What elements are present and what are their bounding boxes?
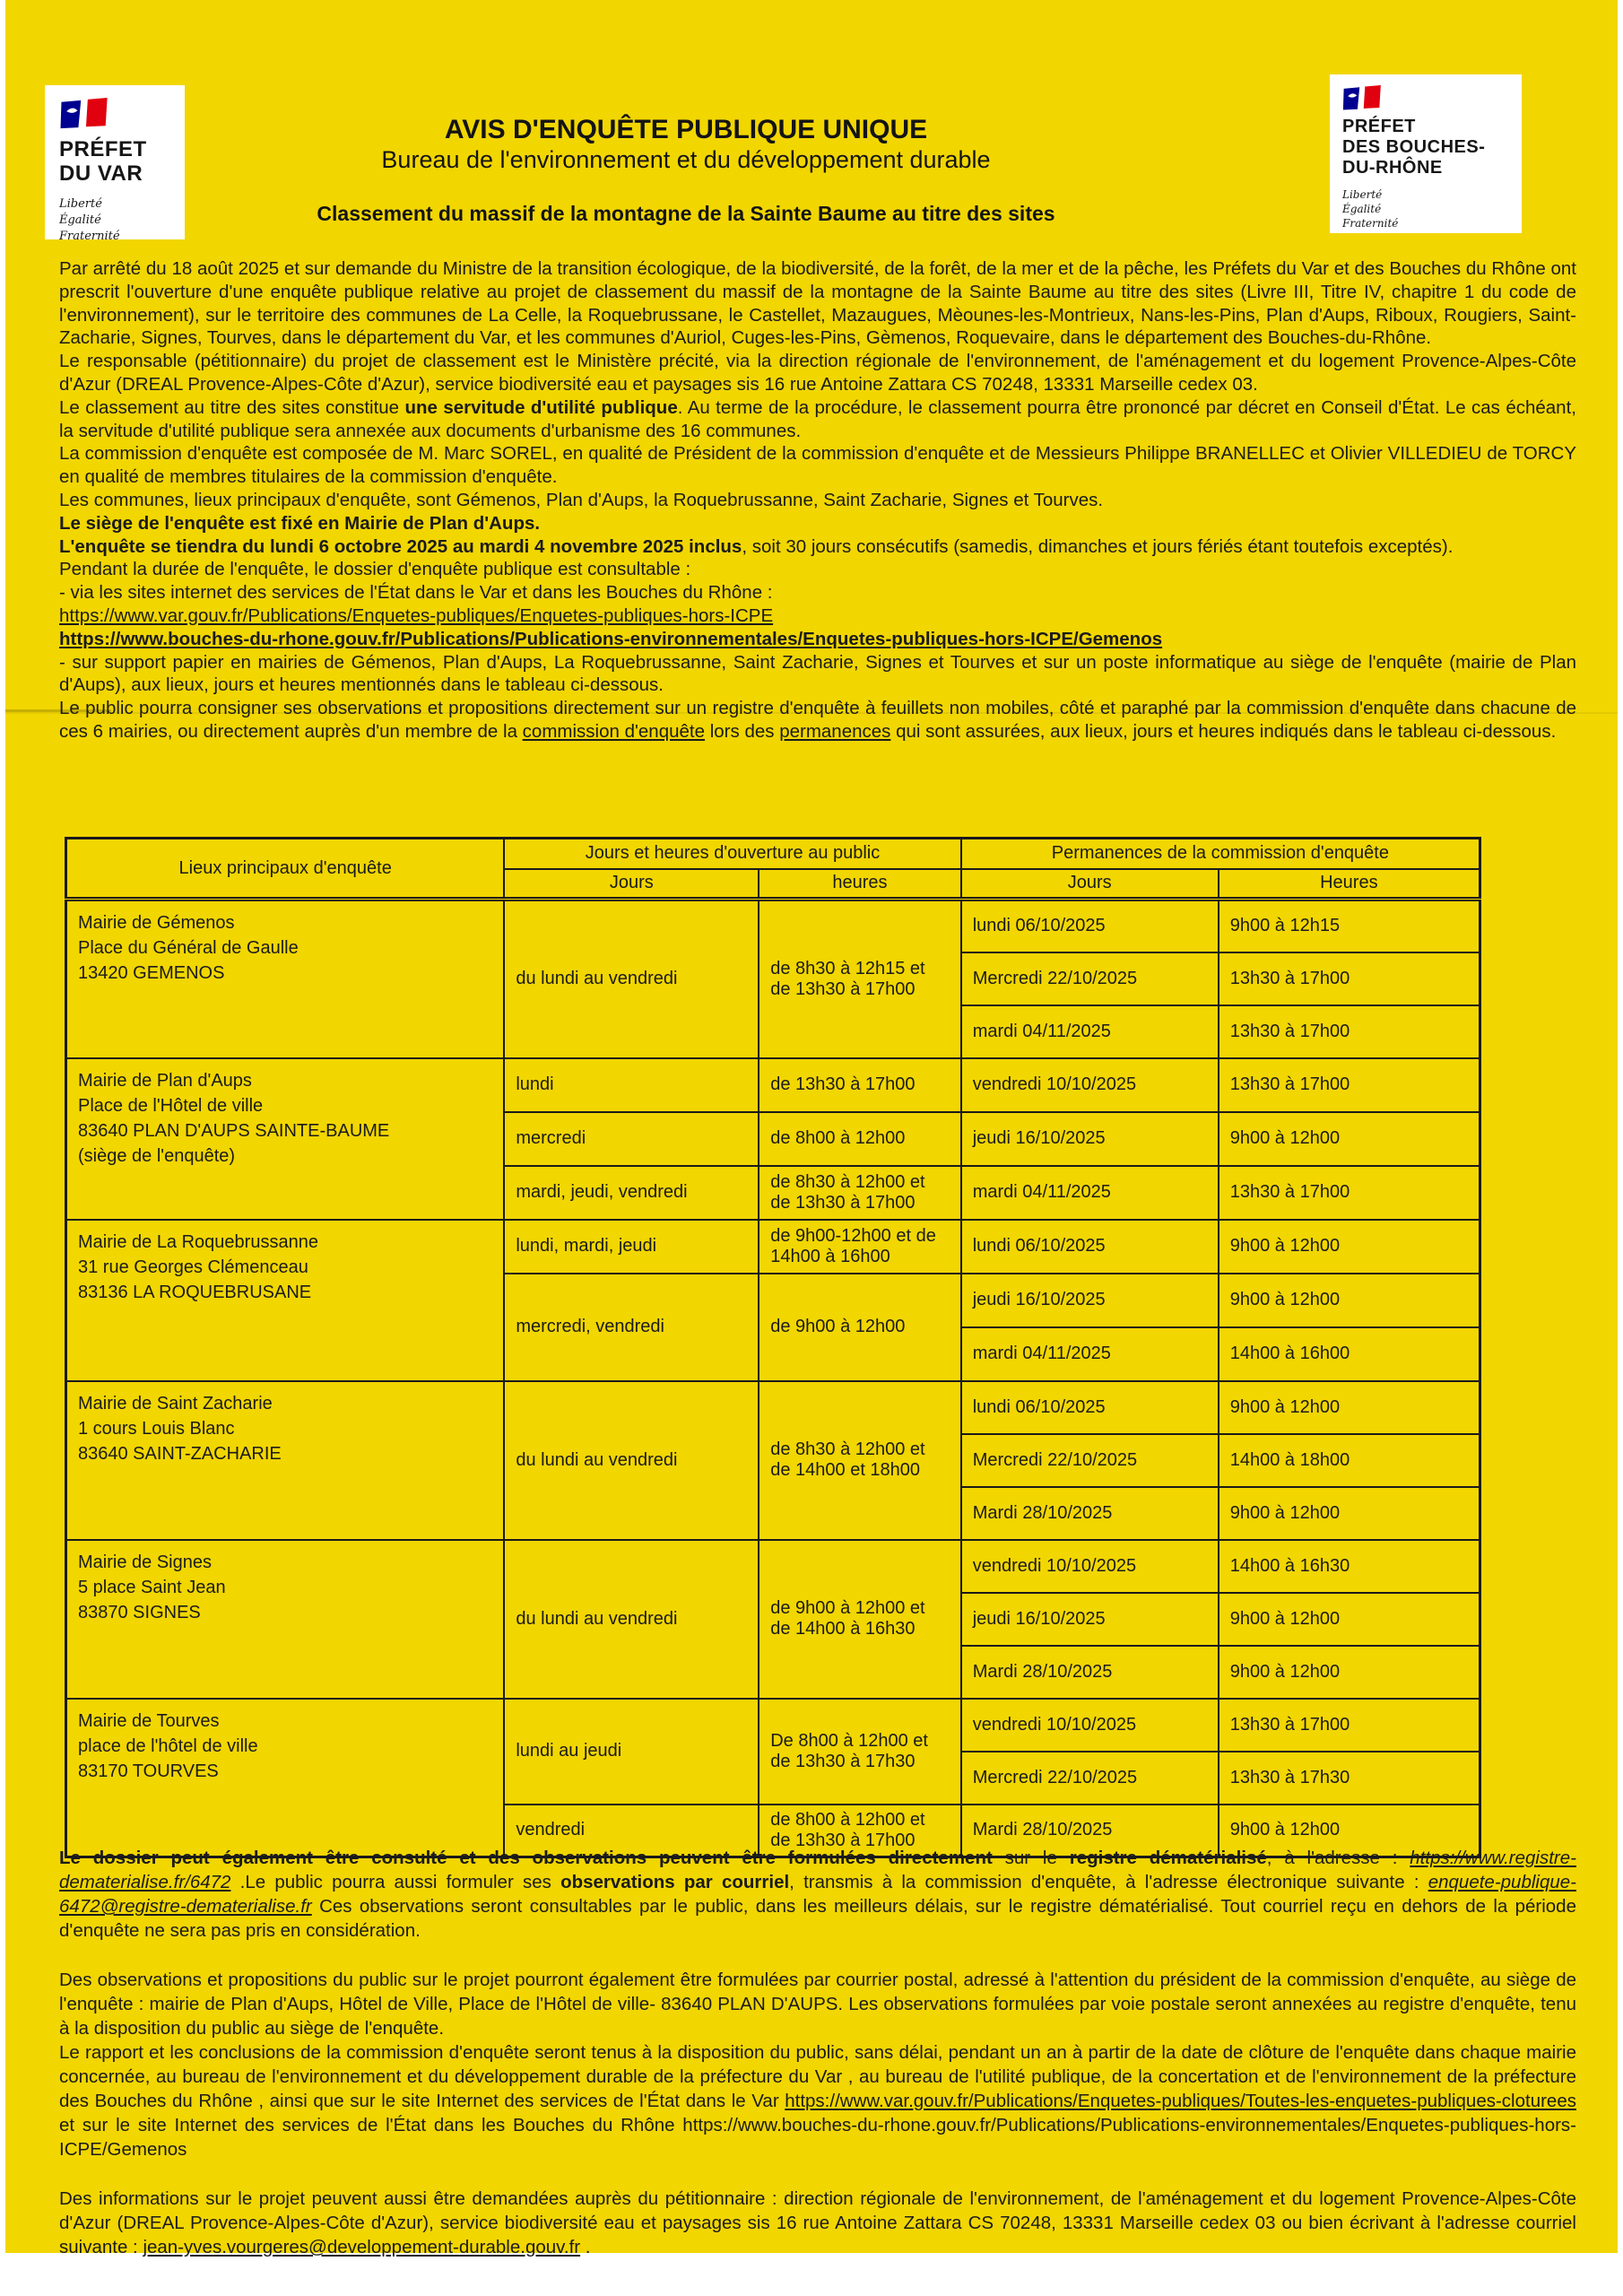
text-segment: Pendant la durée de l'enquête, le dossier d'enquête publique est consultable :	[59, 559, 691, 580]
permanence-day: Mercredi 22/10/2025	[961, 1434, 1219, 1487]
intro-paragraph	[59, 697, 1576, 744]
text-segment: , à l'adresse :	[1266, 1848, 1410, 1868]
motto-line: Liberté	[59, 197, 102, 211]
text-segment: une servitude d'utilité publique	[404, 396, 678, 418]
permanence-hours: 13h30 à 17h30	[1219, 1752, 1480, 1805]
text-segment: , soit 30 jours consécutifs (samedis, dimanches et jours fériés étant toutefois exceptés).	[742, 535, 1454, 557]
permanence-hours: 9h00 à 12h00	[1219, 1646, 1480, 1699]
opening-hours-cell: de 9h00 à 12h00 et de 14h00 à 16h30	[759, 1540, 961, 1699]
text-segment: Des informations sur le projet peuvent aussi être demandées auprès du pétitionnaire : direction régionale de l'environnement, de l'aménagement et du logement Provence-Alpes-Côte d'Azur (DREAL Provence-Alpes-Côte d'Azur), service biodiversité eau et paysages sis 16 rue Antoine Zattara CS 70248, 13331 Marseille cedex 03 ou bien écrivant à l'adresse courriel suivante :	[59, 2188, 1576, 2257]
text-segment: Le public pourra consigner ses observations et propositions directement sur un registre d'enquête à feuillets non mobiles, côté et paraphé par la commission d'enquête dans chacune de ces 6 mairies, ou directement auprès d'un membre de la	[59, 698, 1576, 742]
text-segment: - sur support papier en mairies de Gémenos, Plan d'Aups, La Roquebrussanne, Saint Zacharie, Signes et Tourves et sur un poste informatique au siège de l'enquête (mairie de Plan d'Aups), aux lieux, jours et heures mentionnés dans le tableau ci-dessous.	[59, 651, 1576, 696]
col-header-ouverture: Jours et heures d'ouverture au public	[504, 839, 960, 869]
location-line: Mairie de Tourves	[78, 1710, 220, 1731]
table-row	[66, 1540, 1480, 1593]
text-segment: sur le	[992, 1848, 1070, 1868]
intro-paragraph	[59, 442, 1576, 489]
location-cell	[66, 1699, 505, 1857]
permanence-hours: 9h00 à 12h00	[1219, 1593, 1480, 1646]
subheader-jours: Jours	[504, 869, 759, 900]
table-row	[66, 900, 1480, 952]
logo-prefet-des-bouches-du-rhone	[1330, 74, 1522, 233]
location-line: 83640 PLAN D'AUPS SAINTE-BAUME	[78, 1120, 390, 1141]
permanence-hours: 9h00 à 12h00	[1219, 1220, 1480, 1274]
logo-name-line: DES BOUCHES-	[1342, 137, 1486, 157]
text-segment: permanences	[779, 720, 891, 742]
permanence-hours: 9h00 à 12h15	[1219, 900, 1480, 952]
text-segment: lors des	[705, 720, 780, 742]
footer-paragraph	[59, 1846, 1576, 1943]
notice-subtitle: Bureau de l'environnement et du développement durable	[381, 146, 991, 173]
text-segment: . Au terme de la procédure, le classement pourra être prononcé par décret en Conseil d'État. Le cas échéant, la servitude d'utilité publique sera annexée aux documents d'urbanisme des 16 communes.	[59, 396, 1576, 441]
permanence-hours: 13h30 à 17h00	[1219, 952, 1480, 1005]
text-segment: registre dématérialisé	[1069, 1848, 1267, 1868]
text-segment: Le dossier peut également être consulté et des observations peuvent être formulées directement	[59, 1848, 993, 1868]
location-line: 13420 GEMENOS	[78, 963, 225, 983]
location-cell	[66, 1381, 505, 1540]
permanence-day: mardi 04/11/2025	[961, 1166, 1219, 1220]
notice-header	[242, 115, 1130, 226]
notice-title: AVIS D'ENQUÊTE PUBLIQUE UNIQUE	[444, 115, 928, 144]
notice-subject: Classement du massif de la montagne de la Sainte Baume au titre des sites	[317, 202, 1055, 225]
permanence-hours: 14h00 à 16h00	[1219, 1327, 1480, 1381]
motto-line: Fraternité	[1342, 217, 1399, 230]
subheader-perm-heures: Heures	[1219, 869, 1480, 900]
opening-hours-cell: de 9h00 à 12h00	[759, 1274, 961, 1381]
text-segment: Le responsable (pétitionnaire) du projet de classement est le Ministère précité, via la direction régionale de l'environnement, de l'aménagement et du logement Provence-Alpes-Côte d'Azur (DREAL Provence-Alpes-Côte d'Azur), service biodiversité eau et paysages sis 16 rue Antoine Zattara CS 70248, 13331 Marseille cedex 03.	[59, 351, 1576, 395]
permanence-day: Mardi 28/10/2025	[961, 1805, 1219, 1857]
enquiry-schedule-table	[65, 837, 1481, 1858]
location-line: Place du Général de Gaulle	[78, 938, 299, 958]
opening-hours-cell: de 8h30 à 12h00 et de 14h00 et 18h00	[759, 1381, 961, 1540]
hyperlink[interactable]: enquete-publique-6472@registre-dematerialise.fr	[59, 1872, 1576, 1917]
opening-days-cell: du lundi au vendredi	[504, 900, 759, 1058]
text-segment: Le siège de l'enquête est fixé en Mairie de Plan d'Aups.	[59, 512, 541, 534]
permanence-day: lundi 06/10/2025	[961, 1220, 1219, 1274]
text-segment: commission d'enquête	[522, 720, 706, 742]
col-header-permanences: Permanences de la commission d'enquête	[961, 839, 1480, 869]
permanence-day: jeudi 16/10/2025	[961, 1274, 1219, 1327]
motto-line: Égalité	[59, 213, 101, 227]
opening-days-cell: du lundi au vendredi	[504, 1381, 759, 1540]
permanence-hours: 13h30 à 17h00	[1219, 1005, 1480, 1058]
location-line: 1 cours Louis Blanc	[78, 1418, 235, 1439]
permanence-hours: 9h00 à 12h00	[1219, 1805, 1480, 1857]
opening-hours-cell: de 8h00 à 12h00 et de 13h30 à 17h00	[759, 1805, 961, 1857]
subheader-perm-jours: Jours	[961, 869, 1219, 900]
permanence-day: jeudi 16/10/2025	[961, 1593, 1219, 1646]
intro-paragraph	[59, 535, 1576, 559]
logo-name-line: PRÉFET	[59, 137, 147, 161]
permanence-day: Mercredi 22/10/2025	[961, 1752, 1219, 1805]
hyperlink[interactable]: jean-yves.vourgeres@developpement-durable.gouv.fr	[143, 2237, 581, 2257]
text-segment: - via les sites internet des services de l'État dans le Var et dans les Bouches du Rhône :	[59, 582, 773, 604]
text-segment: .Le public pourra aussi formuler ses	[230, 1872, 561, 1892]
motto-line: Égalité	[1342, 203, 1382, 215]
logo-prefet-du-var	[45, 85, 185, 243]
intro-paragraph	[59, 581, 1576, 604]
table-group-plan-daups	[66, 1058, 1480, 1220]
logo-name-line: DU-RHÔNE	[1342, 158, 1443, 178]
hyperlink[interactable]: https://www.bouches-du-rhone.gouv.fr/Publications/Publications-environnementales/Enquetes-publiques-hors-ICPE/Gemenos	[59, 628, 1163, 649]
opening-days-cell: vendredi	[504, 1805, 759, 1857]
location-line: 83136 LA ROQUEBRUSANE	[78, 1282, 312, 1302]
text-segment: Ces observations seront consultables par le public, dans les meilleurs délais, sur le registre dématérialisé. Tout courriel reçu en dehors de la période d'enquête ne sera pas pris en considération.	[59, 1896, 1576, 1941]
location-line: Mairie de Saint Zacharie	[78, 1393, 273, 1413]
intro-paragraph	[59, 350, 1576, 396]
table-group-gemenos	[66, 900, 1480, 1058]
opening-days-cell: mardi, jeudi, vendredi	[504, 1166, 759, 1220]
intro-paragraph	[59, 628, 1576, 651]
intro-paragraph	[59, 512, 1576, 535]
table-group-tourves	[66, 1699, 1480, 1857]
location-line: Mairie de Gémenos	[78, 913, 235, 933]
opening-days-cell: lundi	[504, 1058, 759, 1112]
text-segment: , transmis à la commission d'enquête, à l'adresse électronique suivante :	[789, 1872, 1428, 1892]
text-segment: observations par courriel	[560, 1872, 790, 1892]
french-flag-icon	[59, 98, 176, 130]
opening-hours-cell: de 8h30 à 12h00 et de 13h30 à 17h00	[759, 1166, 961, 1220]
permanence-day: mardi 04/11/2025	[961, 1005, 1219, 1058]
permanence-day: vendredi 10/10/2025	[961, 1699, 1219, 1752]
opening-days-cell: mercredi	[504, 1112, 759, 1166]
intro-paragraph	[59, 257, 1576, 350]
location-line: Mairie de Signes	[78, 1552, 212, 1572]
hyperlink[interactable]: https://www.registre-dematerialise.fr/6472	[59, 1848, 1576, 1892]
permanence-hours: 9h00 à 12h00	[1219, 1112, 1480, 1166]
permanence-day: Mardi 28/10/2025	[961, 1646, 1219, 1699]
footer-text	[59, 1846, 1576, 2259]
hyperlink[interactable]: https://www.var.gouv.fr/Publications/Enquetes-publiques/Toutes-les-enquetes-publiques-cloturees	[785, 2091, 1576, 2111]
location-line: 83170 TOURVES	[78, 1761, 219, 1781]
opening-hours-cell: de 13h30 à 17h00	[759, 1058, 961, 1112]
permanence-hours: 13h30 à 17h00	[1219, 1166, 1480, 1220]
permanence-day: Mardi 28/10/2025	[961, 1487, 1219, 1540]
opening-days-cell: mercredi, vendredi	[504, 1274, 759, 1381]
opening-days-cell: lundi au jeudi	[504, 1699, 759, 1805]
location-cell	[66, 900, 505, 1058]
col-header-lieux: Lieux principaux d'enquête	[66, 839, 505, 900]
opening-hours-cell: de 9h00-12h00 et de 14h00 à 16h00	[759, 1220, 961, 1274]
table-row	[66, 1699, 1480, 1752]
location-line: Mairie de La Roquebrussanne	[78, 1231, 318, 1252]
opening-days-cell: lundi, mardi, jeudi	[504, 1220, 759, 1274]
location-cell	[66, 1058, 505, 1220]
location-cell	[66, 1540, 505, 1699]
text-segment: .	[580, 2237, 591, 2257]
french-flag-icon	[1342, 85, 1515, 111]
permanence-hours: 9h00 à 12h00	[1219, 1487, 1480, 1540]
opening-days-cell: du lundi au vendredi	[504, 1540, 759, 1699]
footer-paragraph	[59, 2187, 1576, 2259]
intro-paragraph	[59, 558, 1576, 581]
intro-paragraph	[59, 651, 1576, 698]
permanence-hours: 9h00 à 12h00	[1219, 1381, 1480, 1434]
intro-paragraph	[59, 604, 1576, 628]
location-line: Place de l'Hôtel de ville	[78, 1095, 264, 1116]
footer-paragraph	[59, 1968, 1576, 2040]
opening-hours-cell: de 8h30 à 12h15 et de 13h30 à 17h00	[759, 900, 961, 1058]
permanence-hours: 13h30 à 17h00	[1219, 1058, 1480, 1112]
permanence-day: vendredi 10/10/2025	[961, 1058, 1219, 1112]
permanence-day: mardi 04/11/2025	[961, 1327, 1219, 1381]
location-line: 83640 SAINT-ZACHARIE	[78, 1443, 282, 1464]
logo-name-line: PRÉFET	[1342, 117, 1416, 136]
permanence-hours: 14h00 à 18h00	[1219, 1434, 1480, 1487]
text-segment: La commission d'enquête est composée de M. Marc SOREL, en qualité de Président de la commission d'enquête et de Messieurs Philippe BRANELLEC et Olivier VILLEDIEU de TORCY en qualité de membres titulaires de la commission d'enquête.	[59, 443, 1576, 488]
location-line: 31 rue Georges Clémenceau	[78, 1257, 308, 1277]
location-line: Mairie de Plan d'Aups	[78, 1070, 252, 1091]
location-line: 83870 SIGNES	[78, 1602, 201, 1622]
permanence-hours: 14h00 à 16h30	[1219, 1540, 1480, 1593]
table-row	[66, 1058, 1480, 1112]
opening-hours-cell: De 8h00 à 12h00 et de 13h30 à 17h30	[759, 1699, 961, 1805]
table-row	[66, 1381, 1480, 1434]
text-segment: Des observations et propositions du public sur le projet pourront également être formulées par courrier postal, adressé à l'attention du président de la commission d'enquête, au siège de l'enquête : mairie de Plan d'Aups, Hôtel de Ville, Place de l'Hôtel de ville- 83640 PLAN D'AUPS. Les observations formulées par voie postale seront annexées au registre d'enquête, tenu à la disposition du public au siège de l'enquête.	[59, 1970, 1576, 2039]
text-segment: Le classement au titre des sites constitue	[59, 396, 405, 418]
motto-line: Fraternité	[59, 230, 120, 243]
intro-paragraph	[59, 489, 1576, 512]
footer-paragraph	[59, 2040, 1576, 2161]
hyperlink[interactable]: https://www.var.gouv.fr/Publications/Enquetes-publiques/Enquetes-publiques-hors-ICPE	[59, 604, 774, 626]
permanence-day: jeudi 16/10/2025	[961, 1112, 1219, 1166]
text-segment: L'enquête se tiendra du lundi 6 octobre 2025 au mardi 4 novembre 2025 inclus	[59, 535, 742, 557]
table-group-roquebrussanne	[66, 1220, 1480, 1381]
permanence-day: lundi 06/10/2025	[961, 900, 1219, 952]
table-row	[66, 1220, 1480, 1274]
permanence-hours: 9h00 à 12h00	[1219, 1274, 1480, 1327]
logo-name-line: DU VAR	[59, 161, 143, 186]
permanence-day: vendredi 10/10/2025	[961, 1540, 1219, 1593]
permanence-day: Mercredi 22/10/2025	[961, 952, 1219, 1005]
text-segment: Les communes, lieux principaux d'enquête, sont Gémenos, Plan d'Aups, la Roquebrussanne, Saint Zacharie, Signes et Tourves.	[59, 489, 1104, 510]
text-segment: Le rapport et les conclusions de la commission d'enquête seront tenus à la disposition du public, sans délai, pendant un an à partir de la date de clôture de l'enquête dans chaque mairie concernée, au bureau de l'environnement et du développement durable de la préfecture du Var , au bureau de l'utilité publique, de la concertation et de l'environnement de la préfecture des Bouches du Rhône , ainsi que sur le site Internet des services de l'État dans le Var	[59, 2042, 1576, 2111]
opening-hours-cell: de 8h00 à 12h00	[759, 1112, 961, 1166]
motto-line: Liberté	[1342, 188, 1383, 201]
location-cell	[66, 1220, 505, 1381]
location-line: place de l'hôtel de ville	[78, 1735, 258, 1756]
intro-paragraph	[59, 396, 1576, 443]
permanence-hours: 13h30 à 17h00	[1219, 1699, 1480, 1752]
subheader-heures: heures	[759, 869, 961, 900]
table-group-saint-zacharie	[66, 1381, 1480, 1540]
text-segment: Par arrêté du 18 août 2025 et sur demande du Ministre de la transition écologique, de la biodiversité, de la forêt, de la mer et de la pêche, les Préfets du Var et des Bouches du Rhône ont prescrit l'ouverture d'une enquête publique relative au projet de classement du massif de la montagne de la Sainte Baume au titre des sites (Livre III, Titre IV, chapitre 1 du code de l'environnement), sur le territoire des communes de La Celle, la Roquebrussane, le Castellet, Mazaugues, Mèounes-les-Montrieux, Nans-les-Pins, Plan d'Aups, Riboux, Rougiers, Saint-Zacharie, Signes, Tourves, dans le département du Var, et les communes d'Auriol, Cuges-les-Pins, Gèmenos, Roquevaire, dans le département des Bouches-du-Rhône.	[59, 258, 1576, 349]
location-line: (siège de l'enquête)	[78, 1145, 236, 1166]
permanence-day: lundi 06/10/2025	[961, 1381, 1219, 1434]
text-segment: qui sont assurées, aux lieux, jours et heures indiqués dans le tableau ci-dessous.	[890, 720, 1557, 742]
intro-text	[59, 257, 1576, 744]
location-line: 5 place Saint Jean	[78, 1577, 226, 1597]
text-segment: et sur le site Internet des services de l'État dans les Bouches du Rhône https://www.bouches-du-rhone.gouv.fr/Publications/Publications-environnementales/Enquetes-publiques-hors-ICPE/Gemenos	[59, 2115, 1576, 2160]
table-group-signes	[66, 1540, 1480, 1699]
